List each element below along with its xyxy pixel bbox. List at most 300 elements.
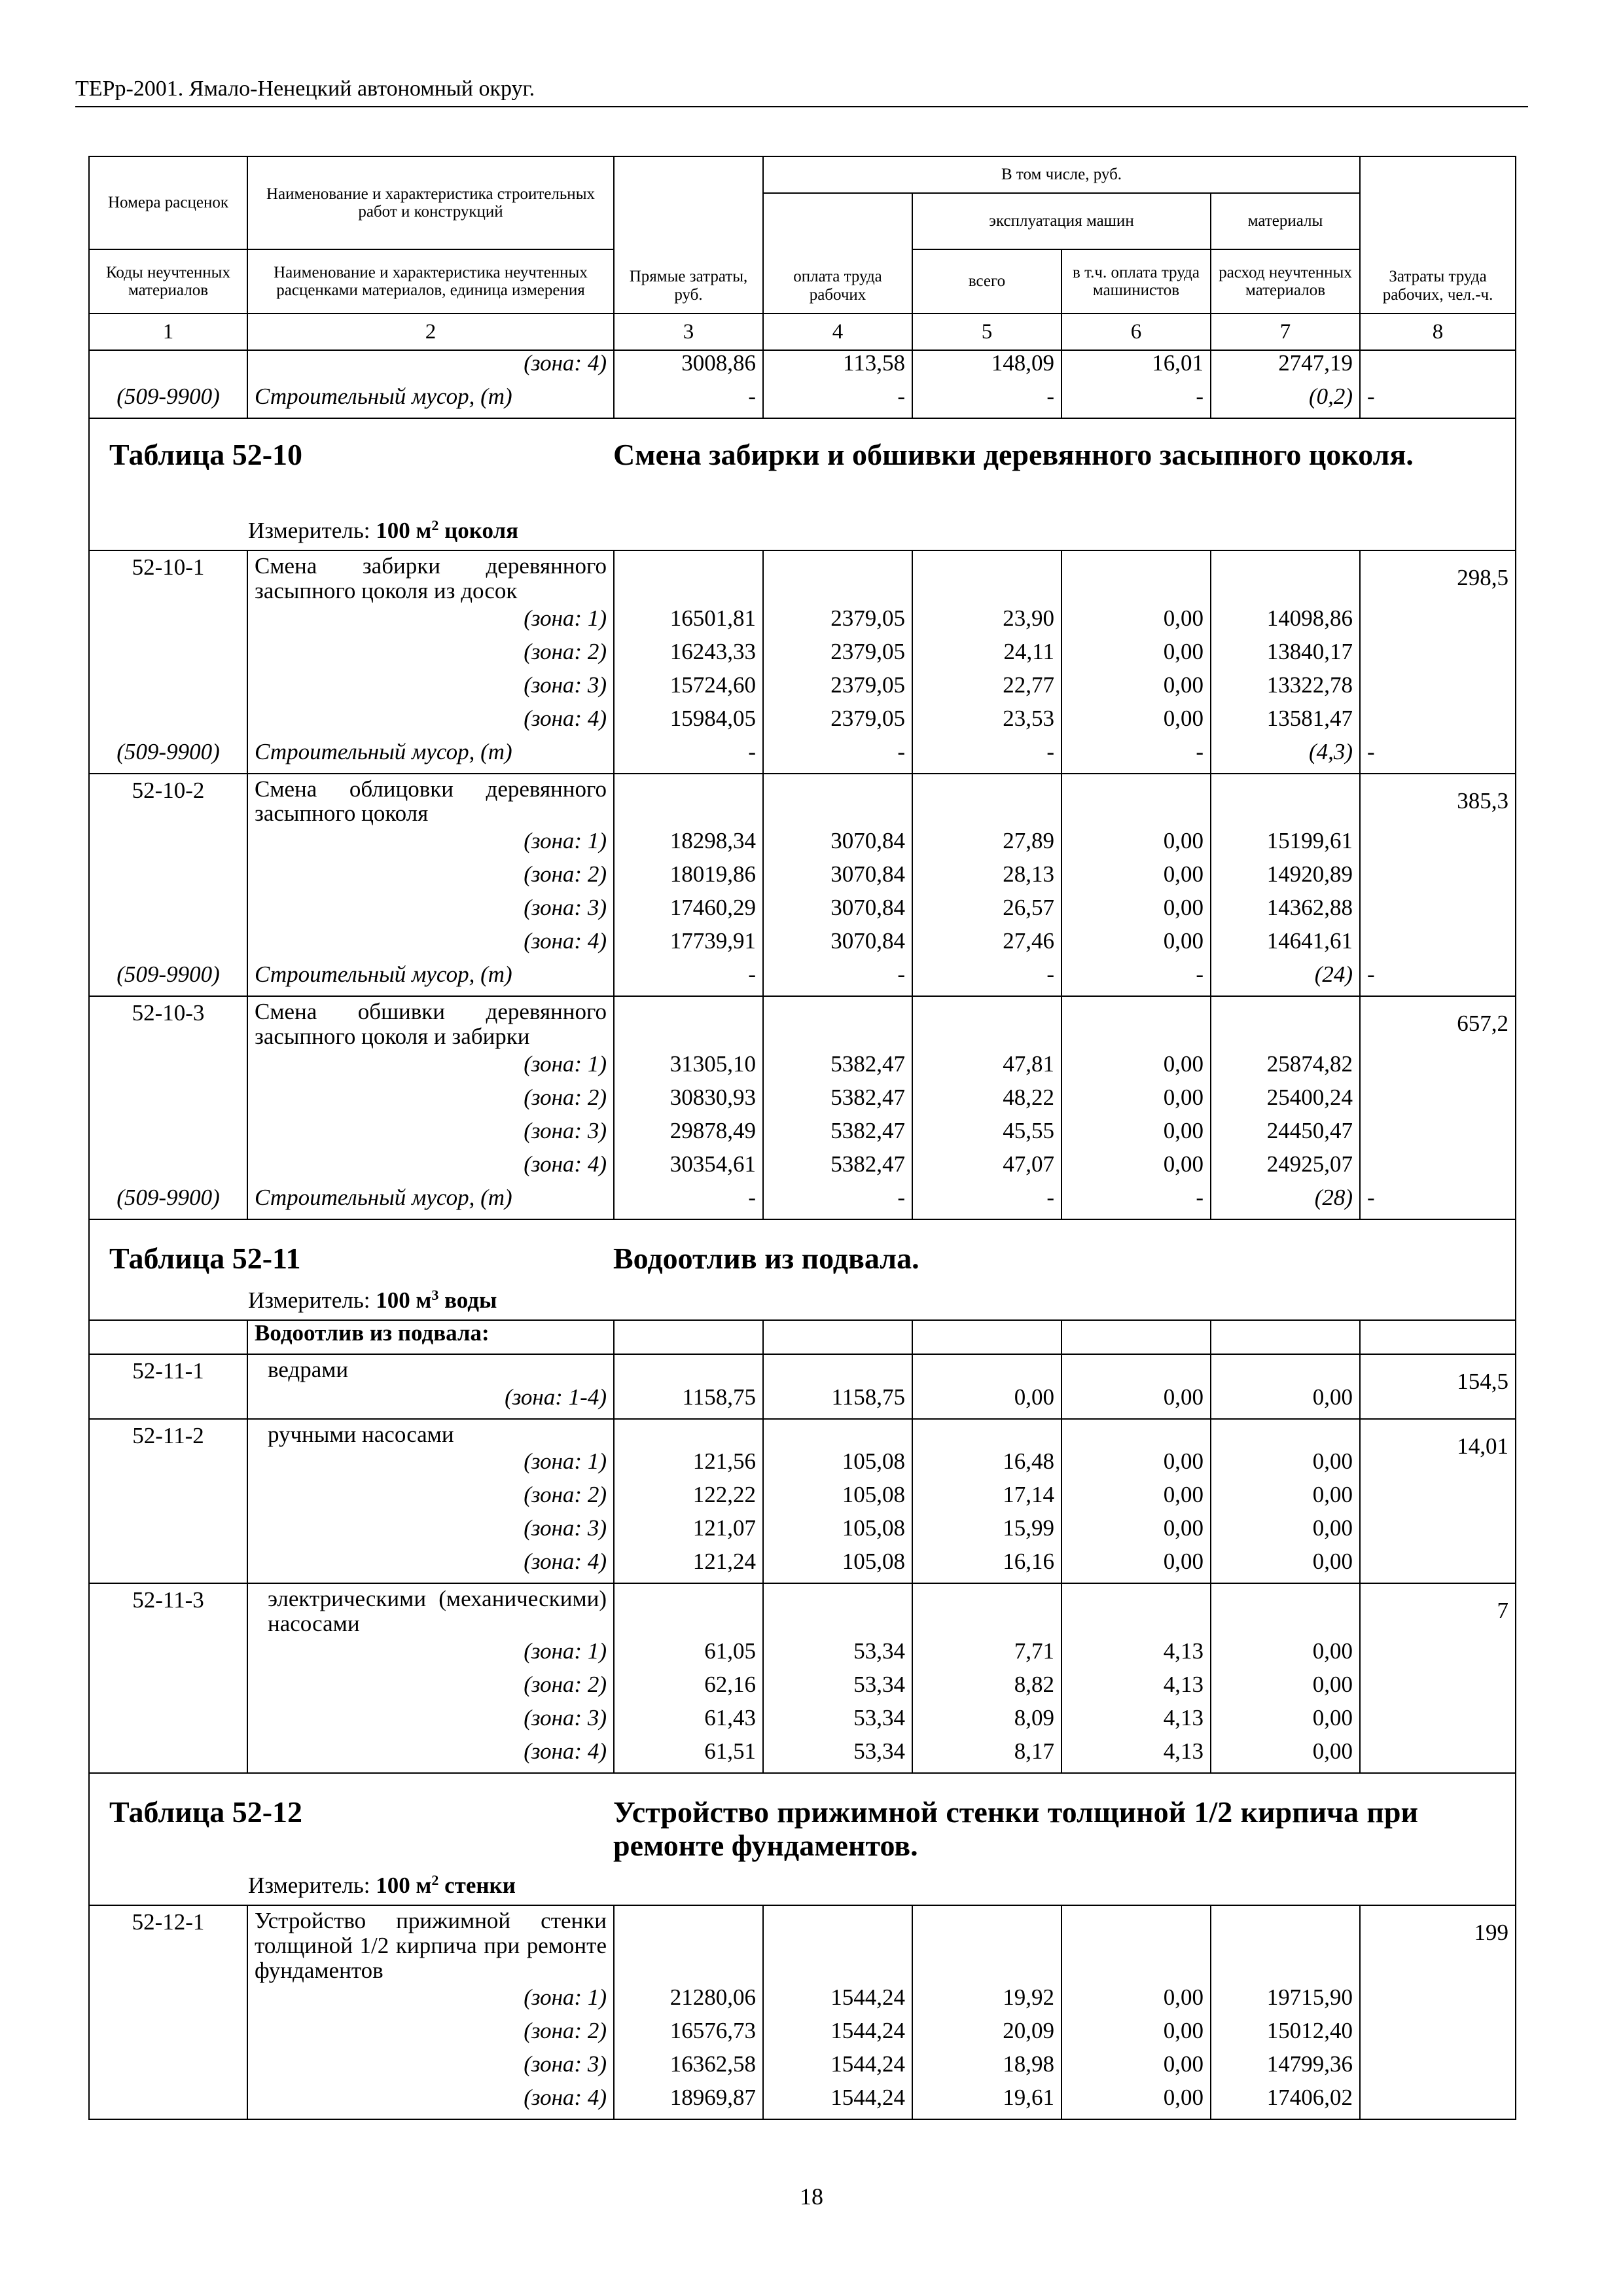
machines-total: 15,99 (912, 1516, 1061, 1549)
materials-cost: 13581,47 (1211, 706, 1360, 740)
material-code: (509-9900) (89, 962, 247, 996)
zone-row (89, 350, 1516, 384)
dash-mark: - (614, 962, 763, 996)
machines-total: 48,22 (912, 1085, 1061, 1119)
materials-cost: 25400,24 (1211, 1085, 1360, 1119)
zone-label: (зона: 2) (247, 1482, 614, 1516)
workers-pay: 5382,47 (763, 1085, 912, 1119)
zone-label: (зона: 3) (247, 673, 614, 706)
workers-pay: 105,08 (763, 1482, 912, 1516)
rate-description: электрическими (механическими) насосами (247, 1583, 614, 1639)
zone-label: (зона: 2) (247, 1672, 614, 1706)
header-rule (75, 106, 1528, 107)
operators-pay: 0,00 (1061, 1085, 1211, 1119)
labor-cost: 14,01 (1360, 1419, 1516, 1584)
direct-cost: 17460,29 (614, 895, 763, 929)
waste-row (89, 740, 1516, 774)
workers-pay: 1544,24 (763, 2085, 912, 2119)
column-number: 6 (1061, 314, 1211, 350)
workers-pay: 1544,24 (763, 2018, 912, 2052)
zone-label: (зона: 4) (247, 929, 614, 962)
workers-pay: 3070,84 (763, 895, 912, 929)
zone-row (89, 1152, 1516, 1185)
machines-total: 47,07 (912, 1152, 1061, 1185)
table-heading-52-10 (89, 418, 1516, 550)
zone-row (89, 829, 1516, 862)
waste-row (89, 384, 1516, 418)
workers-pay: 2379,05 (763, 673, 912, 706)
dash-mark: - (614, 1185, 763, 1219)
direct-cost: 16576,73 (614, 2018, 763, 2052)
empty-cell (763, 550, 912, 606)
rate-header-row (89, 774, 1516, 829)
rate-code: 52-11-2 (89, 1419, 247, 1584)
zone-row (89, 1985, 1516, 2018)
table-heading-52-11 (89, 1219, 1516, 1320)
operators-pay: 0,00 (1061, 1516, 1211, 1549)
dash-mark: - (1061, 740, 1211, 774)
dash-mark: - (763, 384, 912, 418)
workers-pay: 53,34 (763, 1706, 912, 1739)
section-heading-row (89, 1320, 1516, 1354)
rate-header-row (89, 1419, 1516, 1450)
workers-pay: 105,08 (763, 1449, 912, 1482)
empty-cell (1061, 1583, 1211, 1639)
empty-cell (912, 1354, 1061, 1385)
column-number: 5 (912, 314, 1061, 350)
operators-pay: 0,00 (1061, 2052, 1211, 2085)
rates-table (88, 156, 1516, 2120)
material-amount: (0,2) (1211, 384, 1360, 418)
rate-header-row (89, 1905, 1516, 1985)
zone-row (89, 1739, 1516, 1773)
empty-cell (763, 1354, 912, 1385)
dash-mark: - (1360, 962, 1516, 996)
materials-cost: 14799,36 (1211, 2052, 1360, 2085)
operators-pay: 0,00 (1061, 1385, 1211, 1419)
dash-mark: - (763, 1185, 912, 1219)
empty-cell (912, 1583, 1061, 1639)
direct-cost: 61,51 (614, 1739, 763, 1773)
empty-cell (763, 774, 912, 829)
operators-pay: 0,00 (1061, 929, 1211, 962)
rate-description: ведрами (247, 1354, 614, 1385)
zone-label: (зона: 4) (247, 1549, 614, 1583)
empty-cell (1211, 1583, 1360, 1639)
dash-mark: - (1360, 740, 1516, 774)
machines-total: 23,90 (912, 606, 1061, 639)
zone-row (89, 2052, 1516, 2085)
direct-cost: 21280,06 (614, 1985, 763, 2018)
workers-pay: 2379,05 (763, 639, 912, 673)
workers-pay: 53,34 (763, 1739, 912, 1773)
material-amount: (4,3) (1211, 740, 1360, 774)
direct-cost: 16362,58 (614, 2052, 763, 2085)
dash-mark: - (912, 962, 1061, 996)
materials-cost: 0,00 (1211, 1385, 1360, 1419)
column-number: 7 (1211, 314, 1360, 350)
materials-cost: 0,00 (1211, 1482, 1360, 1516)
direct-cost: 18969,87 (614, 2085, 763, 2119)
rate-header-row (89, 550, 1516, 606)
zone-row (89, 706, 1516, 740)
empty-cell (614, 1905, 763, 1985)
material-amount: (28) (1211, 1185, 1360, 1219)
workers-pay: 1158,75 (763, 1385, 912, 1419)
empty-cell (1211, 550, 1360, 606)
zone-label: (зона: 2) (247, 1085, 614, 1119)
waste-row (89, 1185, 1516, 1219)
rate-code: 52-10-1 (89, 550, 247, 740)
materials-cost: 17406,02 (1211, 2085, 1360, 2119)
operators-pay: 0,00 (1061, 606, 1211, 639)
empty-cell (912, 774, 1061, 829)
column-number: 1 (89, 314, 247, 350)
machines-total: 16,16 (912, 1549, 1061, 1583)
machines-total: 148,09 (912, 350, 1061, 384)
material-name: Строительный мусор, (т) (247, 1185, 614, 1219)
table-header (89, 156, 1516, 350)
direct-cost: 121,07 (614, 1516, 763, 1549)
zone-row (89, 2018, 1516, 2052)
empty-cell (1211, 774, 1360, 829)
page-number: 18 (800, 2183, 823, 2210)
rate-description: Смена облицовки деревянного засыпного цоколя (247, 774, 614, 829)
dash-mark: - (763, 740, 912, 774)
operators-pay: 0,00 (1061, 1449, 1211, 1482)
operators-pay: 0,00 (1061, 639, 1211, 673)
operators-pay: 0,00 (1061, 2018, 1211, 2052)
empty-cell (1061, 1419, 1211, 1450)
dash-mark: - (912, 384, 1061, 418)
zone-label: (зона: 1) (247, 829, 614, 862)
rate-description: Смена обшивки деревянного засыпного цоколя и забирки (247, 996, 614, 1052)
zone-row (89, 895, 1516, 929)
workers-pay: 113,58 (763, 350, 912, 384)
direct-cost: 18019,86 (614, 862, 763, 895)
operators-pay: 4,13 (1061, 1672, 1211, 1706)
zone-row (89, 2085, 1516, 2119)
machines-total: 22,77 (912, 673, 1061, 706)
material-amount: (24) (1211, 962, 1360, 996)
operators-pay: 0,00 (1061, 1985, 1211, 2018)
zone-row (89, 1672, 1516, 1706)
workers-pay: 1544,24 (763, 1985, 912, 2018)
empty-cell (614, 996, 763, 1052)
zone-row (89, 1119, 1516, 1152)
column-number: 2 (247, 314, 614, 350)
machines-total: 17,14 (912, 1482, 1061, 1516)
zone-label: (зона: 3) (247, 2052, 614, 2085)
materials-cost: 2747,19 (1211, 350, 1360, 384)
material-name: Строительный мусор, (т) (247, 962, 614, 996)
column-number: 4 (763, 314, 912, 350)
dash-mark: - (1061, 384, 1211, 418)
labor-cost: 154,5 (1360, 1354, 1516, 1419)
machines-total: 19,92 (912, 1985, 1061, 2018)
empty-cell (1061, 996, 1211, 1052)
table-label: Таблица 52-12 (109, 1795, 303, 1829)
empty-cell (614, 1354, 763, 1385)
machines-total: 27,89 (912, 829, 1061, 862)
operators-pay: 0,00 (1061, 1052, 1211, 1085)
empty-cell (912, 1419, 1061, 1450)
materials-cost: 0,00 (1211, 1672, 1360, 1706)
dash-mark: - (763, 962, 912, 996)
rate-description: Смена забирки деревянного засыпного цоколя из досок (247, 550, 614, 606)
materials-cost: 14920,89 (1211, 862, 1360, 895)
empty-cell (912, 1905, 1061, 1985)
zone-label: (зона: 1) (247, 1052, 614, 1085)
empty-cell (1061, 550, 1211, 606)
machines-total: 16,48 (912, 1449, 1061, 1482)
zone-row (89, 1516, 1516, 1549)
operators-pay: 0,00 (1061, 673, 1211, 706)
header-material-names: Наименование и характеристика неучтенных расценками материалов, единица измерения (247, 249, 614, 314)
machines-total: 27,46 (912, 929, 1061, 962)
zone-label: (зона: 4) (247, 2085, 614, 2119)
dash-mark: - (912, 740, 1061, 774)
header-workers-pay: оплата труда рабочих (763, 193, 912, 314)
zone-row (89, 606, 1516, 639)
materials-cost: 19715,90 (1211, 1985, 1360, 2018)
running-head: ТЕРр-2001. Ямало-Ненецкий автономный округ. (75, 77, 535, 101)
rate-header-row (89, 1354, 1516, 1385)
zone-label: (зона: 3) (247, 1516, 614, 1549)
workers-pay: 5382,47 (763, 1052, 912, 1085)
materials-cost: 0,00 (1211, 1639, 1360, 1672)
machines-total: 0,00 (912, 1385, 1061, 1419)
table-label: Таблица 52-11 (109, 1241, 301, 1275)
zone-row (89, 1639, 1516, 1672)
labor-cost: 7 (1360, 1583, 1516, 1773)
empty-cell (1211, 996, 1360, 1052)
header-direct-costs: Прямые затраты, руб. (614, 156, 763, 314)
machines-total: 7,71 (912, 1639, 1061, 1672)
direct-cost: 15724,60 (614, 673, 763, 706)
direct-cost: 1158,75 (614, 1385, 763, 1419)
zone-label: (зона: 1) (247, 1639, 614, 1672)
zone-row (89, 1085, 1516, 1119)
direct-cost: 29878,49 (614, 1119, 763, 1152)
table-unit: Измеритель: 100 $м^3$ воды (248, 1286, 497, 1313)
direct-cost: 62,16 (614, 1672, 763, 1706)
materials-cost: 0,00 (1211, 1449, 1360, 1482)
zone-row (89, 1449, 1516, 1482)
dash-mark: - (614, 740, 763, 774)
material-code: (509-9900) (89, 384, 247, 418)
empty-cell (763, 996, 912, 1052)
direct-cost: 31305,10 (614, 1052, 763, 1085)
machines-total: 47,81 (912, 1052, 1061, 1085)
materials-cost: 15199,61 (1211, 829, 1360, 862)
operators-pay: 0,00 (1061, 706, 1211, 740)
empty-cell (1211, 1905, 1360, 1985)
table-heading-52-12 (89, 1773, 1516, 1905)
workers-pay: 5382,47 (763, 1152, 912, 1185)
machines-total: 8,82 (912, 1672, 1061, 1706)
zone-label: (зона: 2) (247, 862, 614, 895)
operators-pay: 4,13 (1061, 1739, 1211, 1773)
direct-cost: 30354,61 (614, 1152, 763, 1185)
zone-label: (зона: 4) (247, 350, 614, 384)
empty-cell (912, 996, 1061, 1052)
machines-total: 20,09 (912, 2018, 1061, 2052)
labor-cost: 199 (1360, 1905, 1516, 2119)
zone-label: (зона: 2) (247, 2018, 614, 2052)
operators-pay: 0,00 (1061, 1119, 1211, 1152)
operators-pay: 4,13 (1061, 1706, 1211, 1739)
dash-mark: - (912, 1185, 1061, 1219)
materials-cost: 24450,47 (1211, 1119, 1360, 1152)
header-material-codes: Коды неучтенных материалов (89, 249, 247, 314)
workers-pay: 2379,05 (763, 606, 912, 639)
column-number: 8 (1360, 314, 1516, 350)
zone-label: (зона: 3) (247, 895, 614, 929)
header-rate-numbers: Номера расценок (89, 156, 247, 249)
header-work-name: Наименование и характеристика строительных работ и конструкций (247, 156, 614, 249)
direct-cost: 15984,05 (614, 706, 763, 740)
dash-mark: - (1061, 1185, 1211, 1219)
zone-row (89, 1385, 1516, 1419)
column-number: 3 (614, 314, 763, 350)
header-machines-total: всего (912, 249, 1061, 314)
direct-cost: 61,43 (614, 1706, 763, 1739)
zone-row (89, 673, 1516, 706)
dash-mark: - (1360, 1185, 1516, 1219)
materials-cost: 15012,40 (1211, 2018, 1360, 2052)
operators-pay: 16,01 (1061, 350, 1211, 384)
operators-pay: 0,00 (1061, 1549, 1211, 1583)
materials-cost: 14641,61 (1211, 929, 1360, 962)
operators-pay: 0,00 (1061, 895, 1211, 929)
labor-cost: 385,3 (1360, 774, 1516, 963)
material-code: (509-9900) (89, 1185, 247, 1219)
materials-cost: 25874,82 (1211, 1052, 1360, 1085)
materials-cost: 13840,17 (1211, 639, 1360, 673)
rate-code: 52-11-1 (89, 1354, 247, 1419)
zone-label: (зона: 1-4) (247, 1385, 614, 1419)
empty-cell (1061, 774, 1211, 829)
dash-mark: - (1061, 962, 1211, 996)
zone-row (89, 1549, 1516, 1583)
zone-label: (зона: 3) (247, 1706, 614, 1739)
rate-code: 52-11-3 (89, 1583, 247, 1773)
zone-label: (зона: 4) (247, 706, 614, 740)
workers-pay: 3070,84 (763, 929, 912, 962)
direct-cost: 122,22 (614, 1482, 763, 1516)
header-labor-costs: Затраты труда рабочих, чел.-ч. (1360, 156, 1516, 314)
header-operators-pay: в т.ч. оплата труда машинистов (1061, 249, 1211, 314)
empty-cell (912, 550, 1061, 606)
machines-total: 24,11 (912, 639, 1061, 673)
workers-pay: 3070,84 (763, 829, 912, 862)
material-code: (509-9900) (89, 740, 247, 774)
direct-cost: 121,56 (614, 1449, 763, 1482)
table-title: Смена забирки и обшивки деревянного засыпного цоколя. (613, 438, 1414, 471)
zone-label: (зона: 1) (247, 1449, 614, 1482)
material-name: Строительный мусор, (т) (247, 384, 614, 418)
zone-row (89, 862, 1516, 895)
operators-pay: 0,00 (1061, 829, 1211, 862)
materials-cost: 13322,78 (1211, 673, 1360, 706)
labor-cost: 298,5 (1360, 550, 1516, 740)
rate-description: Устройство прижимной стенки толщиной 1/2 кирпича при ремонте фундаментов (247, 1905, 614, 1985)
empty-cell (614, 550, 763, 606)
direct-cost: 16501,81 (614, 606, 763, 639)
direct-cost: 18298,34 (614, 829, 763, 862)
rate-code: 52-10-2 (89, 774, 247, 963)
empty-cell (1061, 1905, 1211, 1985)
rate-code: 52-12-1 (89, 1905, 247, 2119)
machines-total: 26,57 (912, 895, 1061, 929)
workers-pay: 5382,47 (763, 1119, 912, 1152)
materials-cost: 0,00 (1211, 1516, 1360, 1549)
table-unit: Измеритель: 100 $м^2$ цоколя (248, 517, 519, 543)
rate-header-row (89, 1583, 1516, 1639)
empty-cell (763, 1905, 912, 1985)
header-materials: материалы (1211, 193, 1360, 249)
workers-pay: 3070,84 (763, 862, 912, 895)
zone-row (89, 1482, 1516, 1516)
labor-cost: 657,2 (1360, 996, 1516, 1185)
header-materials-consumption: расход неучтенных материалов (1211, 249, 1360, 314)
materials-cost: 24925,07 (1211, 1152, 1360, 1185)
machines-total: 8,17 (912, 1739, 1061, 1773)
empty-cell (763, 1419, 912, 1450)
rate-header-row (89, 996, 1516, 1052)
zone-row (89, 1706, 1516, 1739)
workers-pay: 53,34 (763, 1639, 912, 1672)
machines-total: 18,98 (912, 2052, 1061, 2085)
section-heading: Водоотлив из подвала: (247, 1320, 614, 1354)
workers-pay: 105,08 (763, 1549, 912, 1583)
direct-cost: 30830,93 (614, 1085, 763, 1119)
workers-pay: 1544,24 (763, 2052, 912, 2085)
zone-row (89, 1052, 1516, 1085)
waste-row (89, 962, 1516, 996)
direct-cost: 61,05 (614, 1639, 763, 1672)
machines-total: 28,13 (912, 862, 1061, 895)
materials-cost: 14362,88 (1211, 895, 1360, 929)
workers-pay: 105,08 (763, 1516, 912, 1549)
direct-cost: 17739,91 (614, 929, 763, 962)
machines-total: 23,53 (912, 706, 1061, 740)
operators-pay: 0,00 (1061, 1152, 1211, 1185)
empty-cell (614, 774, 763, 829)
materials-cost: 0,00 (1211, 1706, 1360, 1739)
dash-mark: - (614, 384, 763, 418)
materials-cost: 0,00 (1211, 1549, 1360, 1583)
zone-label: (зона: 2) (247, 639, 614, 673)
operators-pay: 0,00 (1061, 862, 1211, 895)
rate-code: 52-10-3 (89, 996, 247, 1185)
zone-label: (зона: 1) (247, 1985, 614, 2018)
table-unit: Измеритель: 100 $м^2$ стенки (248, 1871, 516, 1898)
material-name: Строительный мусор, (т) (247, 740, 614, 774)
dash-mark: - (1360, 384, 1516, 418)
zone-label: (зона: 4) (247, 1152, 614, 1185)
empty-cell (763, 1583, 912, 1639)
empty-cell (1211, 1354, 1360, 1385)
direct-cost: 3008,86 (614, 350, 763, 384)
direct-cost: 121,24 (614, 1549, 763, 1583)
operators-pay: 4,13 (1061, 1639, 1211, 1672)
empty-cell (1061, 1354, 1211, 1385)
zone-label: (зона: 4) (247, 1739, 614, 1773)
machines-total: 8,09 (912, 1706, 1061, 1739)
empty-cell (1211, 1419, 1360, 1450)
